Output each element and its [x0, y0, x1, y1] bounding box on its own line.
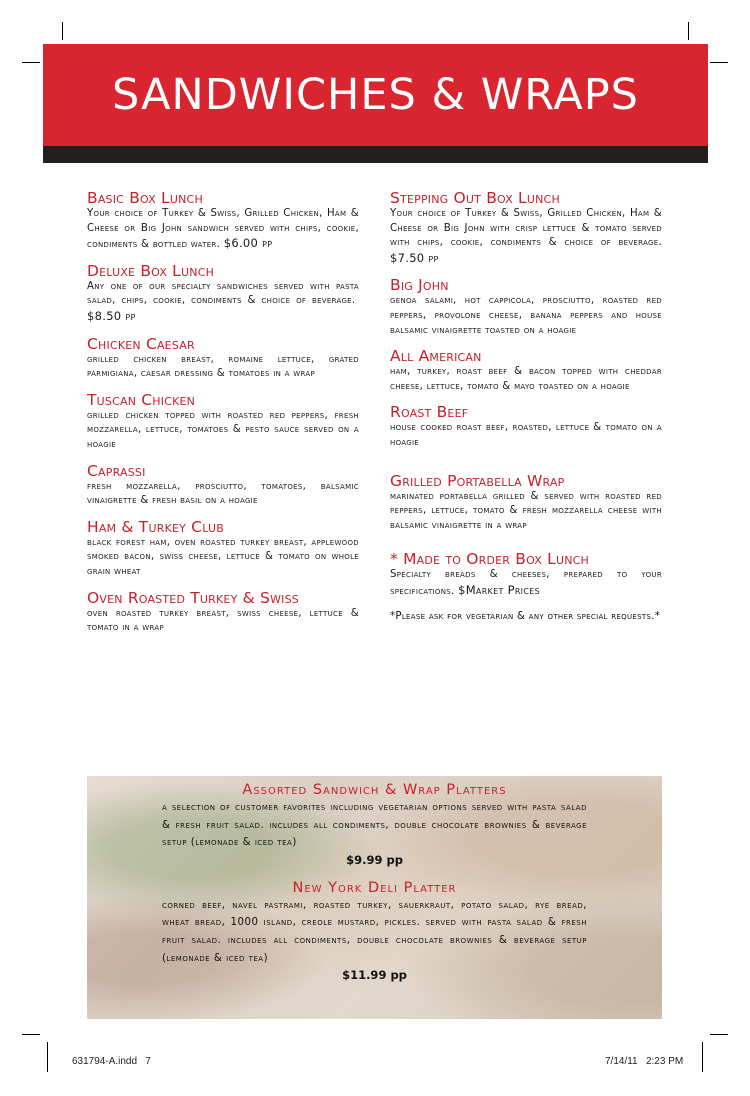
item-name: Grilled Portabella Wrap	[390, 471, 565, 490]
item-name: Roast Beef	[390, 403, 469, 422]
crop-mark	[22, 1034, 40, 1035]
item-price: $8.50 pp	[87, 308, 136, 323]
item-description: Specialty breads & cheeses, prepared to your specifications. $Market Prices	[390, 569, 662, 597]
crop-mark	[47, 1042, 48, 1072]
platter-title: Assorted Sandwich & Wrap Platters	[242, 782, 507, 798]
item-name: Oven Roasted Turkey & Swiss	[87, 588, 299, 607]
item-price: $Market Prices	[458, 582, 540, 597]
item-description: black forest ham, oven roasted turkey breast, applewood smoked bacon, swiss cheese, lettuce & tomato on whole grain wheat	[87, 536, 359, 577]
menu-item	[87, 190, 359, 253]
item-description: oven roasted turkey breast, swiss cheese, lettuce & tomato in a wrap	[87, 607, 359, 634]
item-name: Ham & Turkey Club	[87, 517, 224, 536]
platter-description: corned beef, navel pastrami, roasted turkey, sauerkraut, potato salad, rye bread, wheat bread, 1000 island, creole mustard, pickles. served with pasta salad & fresh fruit salad. includes all condiments, double chocolate brownies & beverage setup (lemonade & iced tea)	[162, 899, 587, 964]
crop-mark	[22, 62, 40, 63]
menu-item	[390, 404, 662, 450]
item-description: fresh mozzarella, prosciutto, tomatoes, balsamic vinaigrette & fresh basil on a hoagie	[87, 480, 359, 507]
item-price: $7.50 pp	[390, 250, 439, 265]
platter-price: $9.99 pp	[346, 852, 403, 867]
platter-title: New York Deli Platter	[292, 879, 457, 896]
item-name: All American	[390, 347, 482, 366]
item-description: Your choice of Turkey & Swiss, Grilled Chicken, Ham & Cheese or Big John with crisp lettuce & tomato served with chips, cookie, condiments & choice of beverage. $7.50 pp	[390, 208, 662, 265]
platter-description: a selection of customer favorites including vegetarian options served with pasta salad & fresh fruit salad. includes all condiments, double chocolate brownies & beverage setup (lemonade & iced tea)	[162, 802, 587, 849]
item-description: ham, turkey, roast beef & bacon topped with cheddar cheese, lettuce, tomato & mayo toasted on a hoagie	[390, 366, 662, 392]
page-title: SANDWICHES & WRAPS	[112, 70, 639, 120]
item-description: Any one of our specialty sandwiches served with pasta salad, chips, cookie, condiments & choice of beverage. $8.50 pp	[87, 280, 359, 323]
menu-item	[87, 336, 359, 382]
menu-item	[87, 463, 359, 509]
crop-mark	[702, 1042, 703, 1072]
special-request-note: *Please ask for vegetarian & any other special requests.*	[390, 610, 661, 622]
item-name: Tuscan Chicken	[87, 390, 196, 409]
menu-item	[390, 473, 662, 534]
item-name: Chicken Caesar	[87, 334, 195, 353]
crop-mark	[688, 22, 689, 40]
footer-timestamp: 7/14/11 2:23 PM	[605, 1056, 684, 1067]
item-name: Big John	[390, 276, 449, 295]
item-description: genoa salami, hot cappicola, prosciutto, roasted red peppers, provolone cheese, banana peppers and house balsamic vinaigrette toasted on a hoagie	[390, 295, 662, 336]
menu-column-right	[390, 190, 662, 624]
crop-mark	[62, 22, 63, 40]
menu-item	[390, 277, 662, 338]
menu-item	[87, 392, 359, 453]
item-name: Basic Box Lunch	[87, 189, 203, 207]
menu-item	[87, 263, 359, 326]
menu-item	[390, 190, 662, 267]
menu-item	[87, 519, 359, 580]
crop-mark	[710, 1034, 728, 1035]
item-description: grilled chicken topped with roasted red peppers, fresh mozzarella, lettuce, tomatoes & pesto sauce served on a hoagie	[87, 409, 359, 450]
menu-column-left	[87, 190, 359, 646]
menu-item	[390, 348, 662, 394]
header-banner	[43, 44, 708, 146]
footer-filename: 631794-A.indd 7	[72, 1056, 151, 1067]
item-description: grilled chicken breast, romaine lettuce, grated parmigiana, caesar dressing & tomatoes in a wrap	[87, 353, 359, 380]
item-description: house cooked roast beef, roasted, lettuce & tomato on a hoagie	[390, 422, 662, 448]
platter-section	[87, 776, 662, 1019]
item-description: Your choice of Turkey & Swiss, Grilled Chicken, Ham & Cheese or Big John sandwich served with chips, cookie, condiments & bottled water. $6.00 pp	[87, 208, 359, 251]
item-name: Deluxe Box Lunch	[87, 261, 215, 280]
crop-mark	[710, 62, 728, 63]
menu-item	[87, 590, 359, 636]
item-description: marinated portabella grilled & served with roasted red peppers, lettuce, tomato & fresh mozzarella cheese with balsamic vinaigrette in a wrap	[390, 490, 662, 531]
platter-price: $11.99 pp	[342, 968, 407, 983]
menu-item	[390, 551, 662, 599]
platter-content	[162, 782, 587, 983]
item-name: * Made to Order Box Lunch	[390, 550, 589, 569]
item-name: Stepping Out Box Lunch	[390, 189, 560, 207]
header-bar	[43, 146, 708, 163]
item-price: $6.00 pp	[223, 236, 273, 251]
item-name: Caprassi	[87, 461, 146, 480]
